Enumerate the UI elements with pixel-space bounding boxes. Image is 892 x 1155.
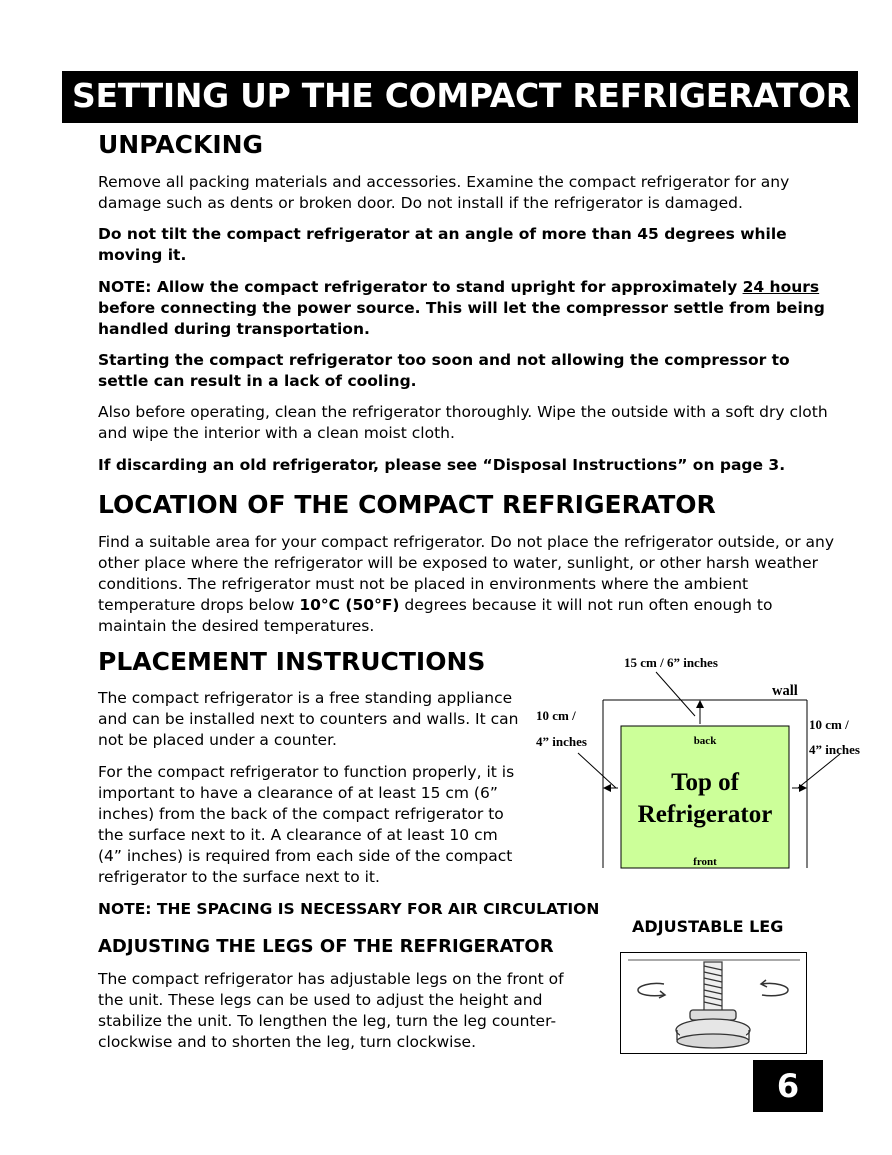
upright-note-b: before connecting the power source. This will let the compressor settle from being handled during transportation. [98, 299, 825, 338]
location-text-a: Find a suitable area for your compact refrigerator. Do not place the refrigerator outside, or any other place where the refrigerator will be exposed to water, sunlight, or other harsh weather conditions. The refrigerator must not be placed in environments where the ambient temperature drops below [98, 533, 835, 614]
page-number: 6 [753, 1060, 823, 1112]
fridge-label-line-1: Top of [671, 769, 739, 796]
legs-paragraph: The compact refrigerator has adjustable legs on the front of the unit. These legs can be used to adjust the height and stabilize the unit. To lengthen the leg, turn the leg counter-clockwise and to shorten the leg, turn clockwise. [98, 970, 564, 1051]
unpacking-paragraph-1: Remove all packing materials and accessories. Examine the compact refrigerator for any damage such as dents or broken door. Do not install if the refrigerator is damaged. [98, 173, 790, 212]
placement-paragraph-1: The compact refrigerator is a free standing appliance and can be installed next to counters and walls. It can not be placed under a counter. [98, 689, 519, 749]
upright-note-hours: 24 hours [742, 278, 820, 296]
back-label: back [693, 735, 717, 747]
upright-note-a: NOTE: Allow the compact refrigerator to stand upright for approximately [98, 278, 743, 296]
refrigerator-top-box [621, 726, 789, 868]
page-title: SETTING UP THE COMPACT REFRIGERATOR [72, 76, 851, 115]
compressor-warning: Starting the compact refrigerator too soon and not allowing the compressor to settle can result in a lack of cooling. [98, 351, 790, 390]
location-heading: LOCATION OF THE COMPACT REFRIGERATOR [98, 490, 716, 519]
screw-thread-icon [704, 962, 722, 1012]
top-label-pointer [656, 672, 695, 716]
page-title-bar [62, 71, 858, 123]
placement-heading: PLACEMENT INSTRUCTIONS [98, 647, 486, 676]
spacing-note: NOTE: THE SPACING IS NECESSARY FOR AIR CIRCULATION [98, 900, 600, 918]
cleaning-paragraph: Also before operating, clean the refrigerator thoroughly. Wipe the outside with a soft dry cloth and wipe the interior with a clean moist cloth. [98, 403, 828, 442]
front-label: front [693, 856, 717, 868]
adjustable-leg-title: ADJUSTABLE LEG [632, 917, 784, 936]
left-clearance-label-1: 10 cm / [536, 708, 576, 723]
right-label-pointer [798, 754, 840, 788]
disposal-note: If discarding an old refrigerator, please see “Disposal Instructions” on page 3. [98, 456, 786, 474]
top-clearance-label: 15 cm / 6” inches [624, 655, 718, 670]
tilt-warning: Do not tilt the compact refrigerator at an angle of more than 45 degrees while moving it. [98, 225, 787, 264]
upright-note [98, 277, 838, 340]
location-paragraph [98, 532, 838, 637]
fridge-label-line-2: Refrigerator [637, 801, 773, 828]
legs-heading: ADJUSTING THE LEGS OF THE REFRIGERATOR [98, 936, 554, 957]
left-clearance-label-2: 4” inches [536, 734, 587, 749]
location-text-b: degrees because it will not run often enough to maintain the desired temperatures. [98, 596, 773, 635]
clearance-diagram [530, 650, 880, 875]
placement-paragraph-2: For the compact refrigerator to function properly, it is important to have a clearance of at least 15 cm (6” inches) from the back of the compact refrigerator to the surface next to it. A clearance of at least 10 cm (4” inches) is required from each side of the compact refrigerator to the surface next to it. [98, 763, 515, 886]
right-clearance-label-2: 4” inches [809, 742, 860, 757]
adjustable-leg-figure [620, 952, 807, 1054]
location-temperature: 10°C (50°F) [299, 596, 400, 614]
left-label-pointer [578, 753, 616, 788]
right-clearance-label-1: 10 cm / [809, 717, 849, 732]
wall-label: wall [772, 683, 798, 699]
unpacking-heading: UNPACKING [98, 130, 264, 159]
